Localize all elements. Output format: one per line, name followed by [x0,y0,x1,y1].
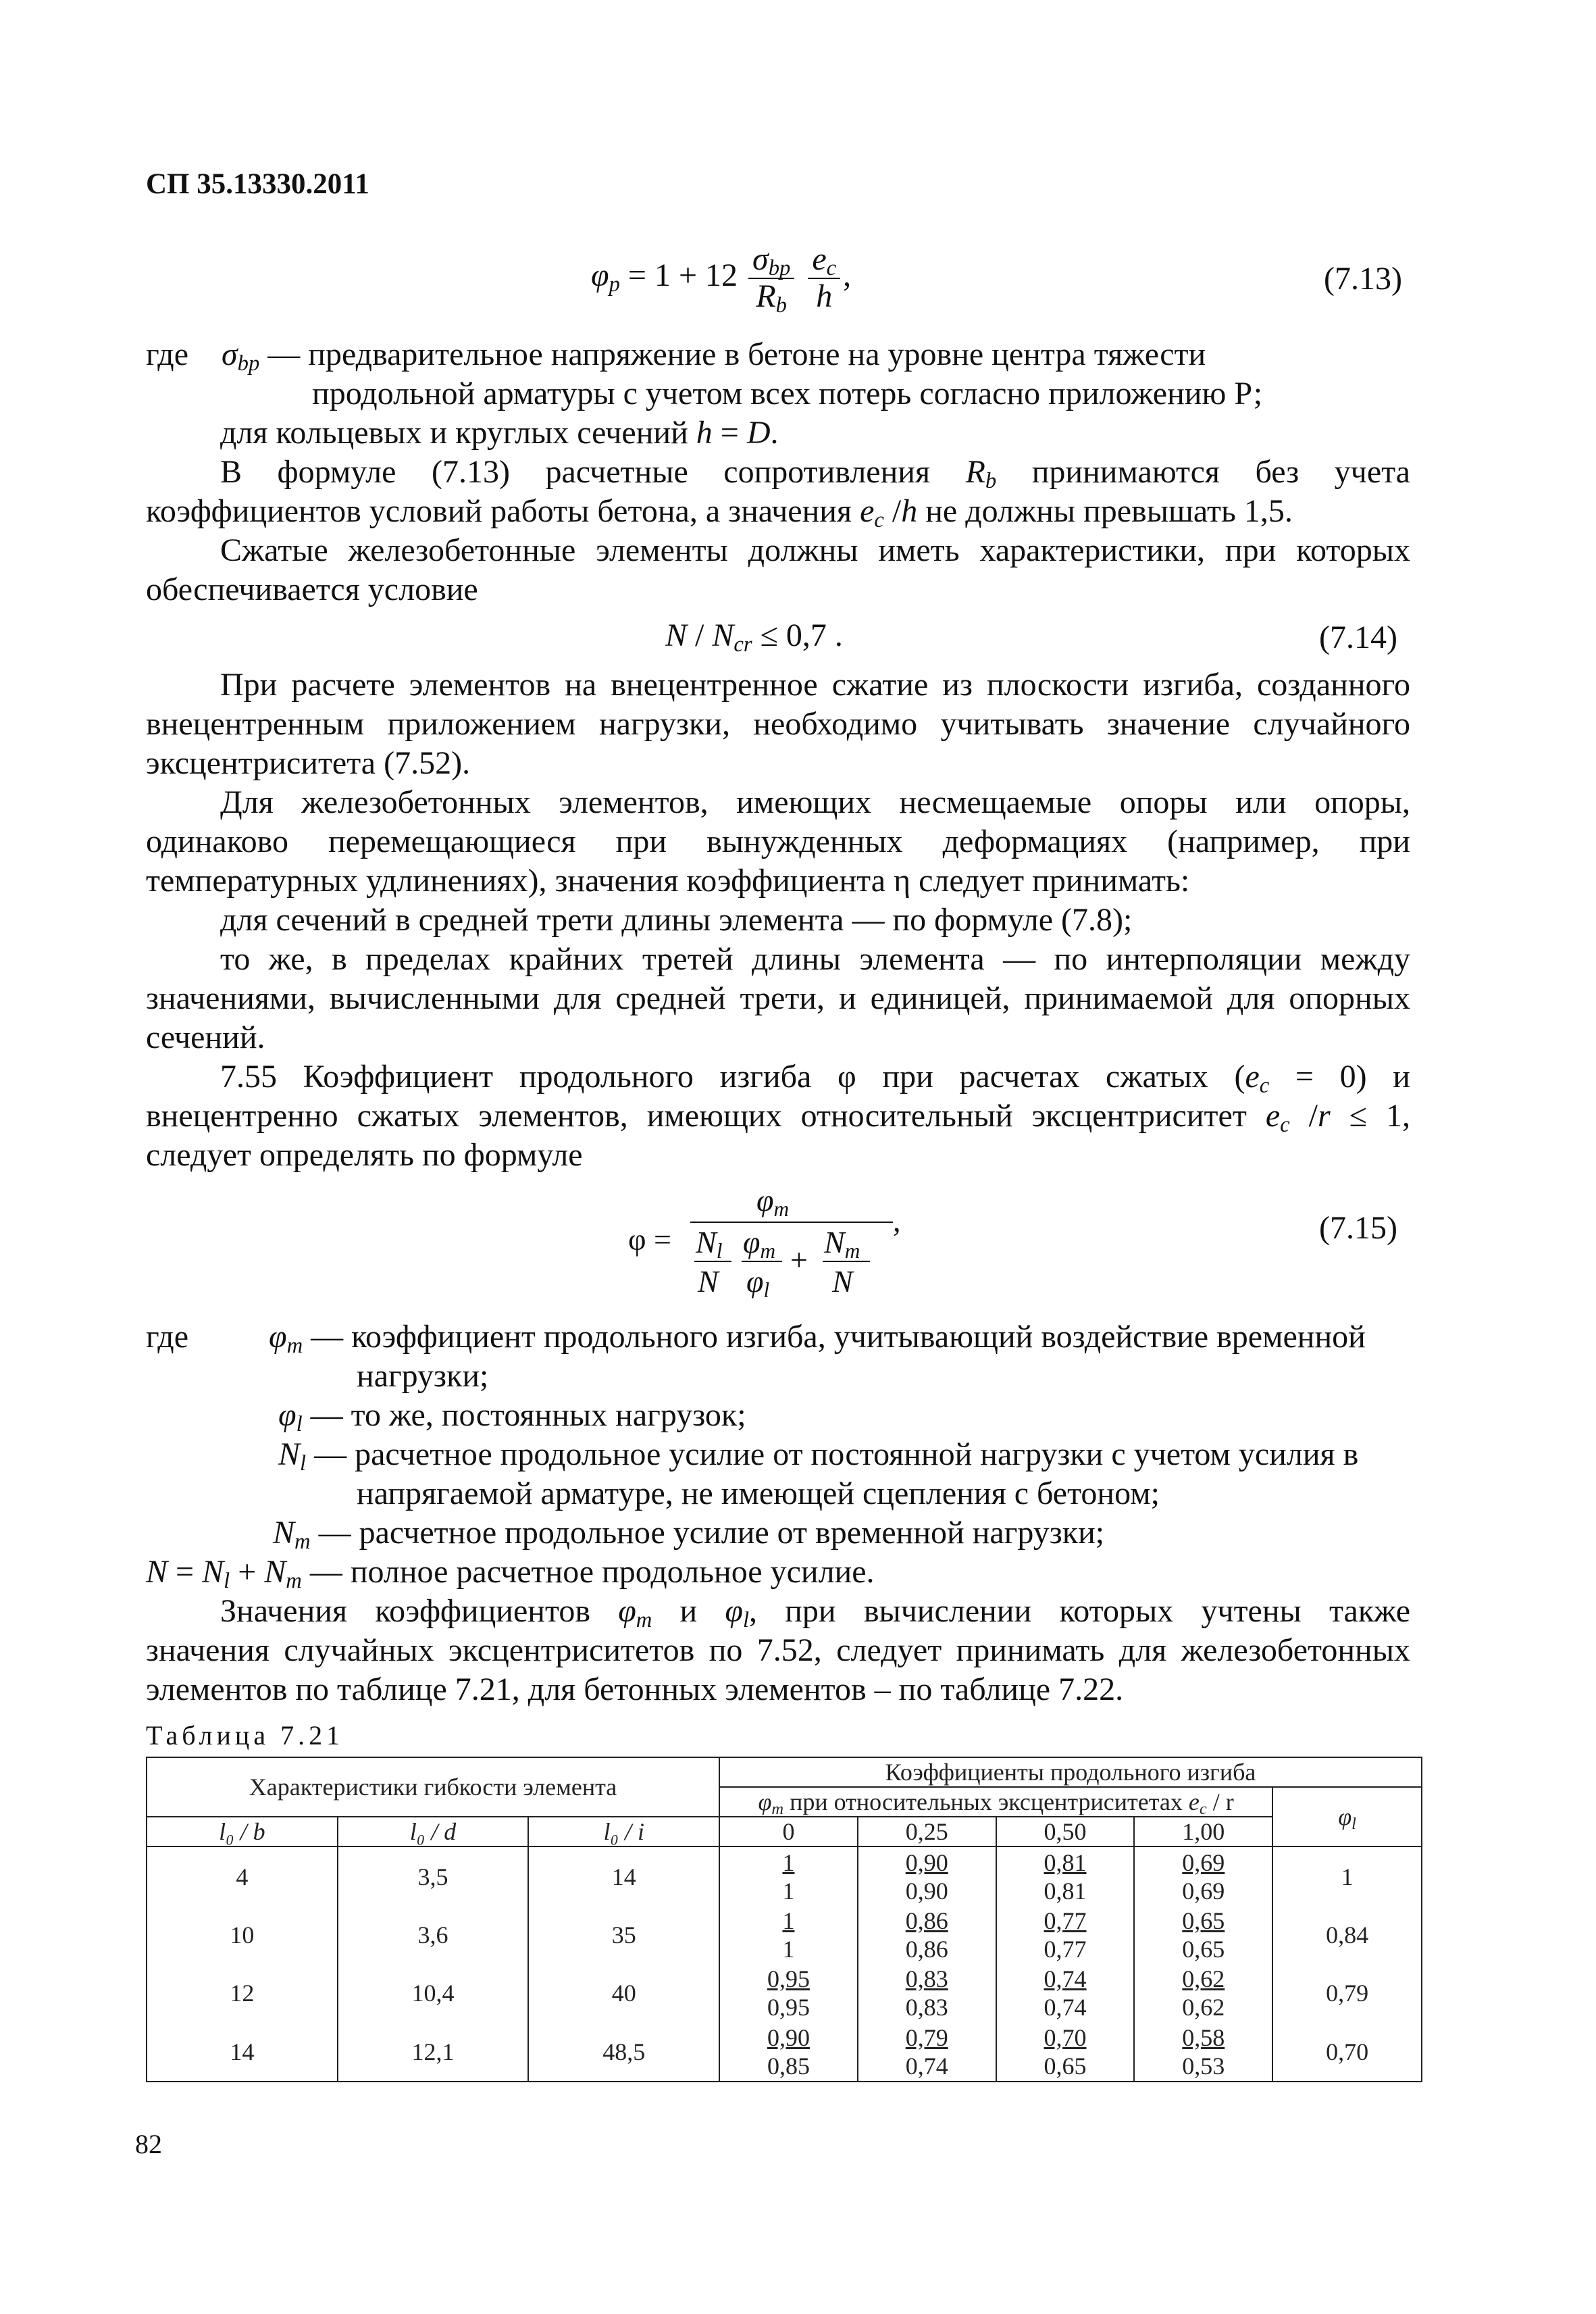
table-row [147,1906,1422,1964]
cell-e025: 0,79 0,74 [858,2022,996,2082]
cell-e025: 0,83 0,83 [858,1964,996,2022]
cell-ld: 3,5 [338,1846,529,1906]
cell-e025: 0,86 0,86 [858,1906,996,1964]
paragraph-compressed-line2: обеспечивается условие [146,572,478,607]
cell-e050: 0,70 0,65 [996,2022,1135,2082]
header-phi-m: $\varphi_m$ при относительных эксцентриситетах $e_c$ / r [719,1787,1272,1817]
table-row [147,1964,1422,2022]
paragraph-middle-third: для сечений в средней трети длины элемента — по формуле (7.8); [220,902,1133,938]
paragraph-values-line3: элементов по таблице 7.21, для бетонных элементов – по таблице 7.22. [146,1671,1124,1707]
definition-n-m: $N_m$ — расчетное продольное усилие от временной нагрузки; [273,1515,1105,1555]
paragraph-7-13-line2: коэффициентов условий работы бетона, а значения $e_c$ /h не должны превышать 1,5. [146,493,1293,533]
header-e0: 0 [719,1817,858,1846]
paragraph-7-55-line3: следует определять по формуле [146,1137,583,1173]
formula-7-14: $N / N_{cr} \le 0,7$ . [665,618,843,657]
paragraph-7-55-line2: внецентренно сжатых элементов, имеющих относительный эксцентриситет $e_c$ /r ≤ 1, [146,1098,1410,1138]
paragraph-supports-line3: температурных удлинениях), значения коэффициента η следует принимать: [146,863,1190,899]
cell-e025: 0,90 0,90 [858,1846,996,1906]
table-7-21 [146,1757,1422,2082]
cell-ld: 3,6 [338,1906,529,1964]
cell-e100: 0,62 0,62 [1134,1964,1272,2022]
cell-ld: 10,4 [338,1964,529,2022]
definition-n-total: $N = N_l + N_m$ — полное расчетное продольное усилие. [146,1554,875,1594]
paragraph-extreme-line2: значениями, вычисленными для средней трети, и единицей, принимаемой для опорных [146,980,1410,1016]
definition-n-l: $N_l$ — расчетное продольное усилие от постоянной нагрузки с учетом усилия в [278,1436,1359,1476]
definition-sigma-bp-cont: продольной арматуры с учетом всех потерь согласно приложению Р; [312,376,1263,411]
paragraph-extreme-line1: то же, в пределах крайних третей длины элемента — по интерполяции между [220,941,1410,977]
paragraph-compressed-line1: Сжатые железобетонные элементы должны иметь характеристики, при которых [220,532,1410,568]
header-phi-l: $\varphi_l$ [1272,1787,1422,1846]
cell-e0: 1 1 [719,1906,858,1964]
header-e100: 1,00 [1134,1817,1272,1846]
cell-lb: 10 [147,1906,338,1964]
cell-e0: 0,90 0,85 [719,2022,858,2082]
cell-lb: 12 [147,1964,338,2022]
cell-li: 48,5 [528,2022,719,2082]
equation-number-7-14: (7.14) [1319,620,1397,655]
paragraph-values-line2: значения случайных эксцентриситетов по 7.52, следует принимать для железобетонных [146,1632,1410,1668]
formula-7-15: φ = $\varphi_m$ $N_l$ N $\varphi_m$ $\varphi_l$ + $N_m$ N , [628,1183,901,1302]
cell-e0: 1 1 [719,1846,858,1906]
paragraph-eccentric-line2: внецентренным приложением нагрузки, необходимо учитывать значение случайного [146,706,1410,742]
paragraph-ring-sections: для кольцевых и круглых сечений h = D. [220,415,779,451]
header-lb: l₀ / b [147,1817,338,1846]
paragraph-eccentric-line3: эксцентриситета (7.52). [146,745,471,781]
paragraph-supports-line1: Для железобетонных элементов, имеющих несмещаемые опоры или опоры, [220,784,1410,820]
equation-number-7-13: (7.13) [1324,261,1402,297]
paragraph-supports-line2: одинаково перемещающиеся при вынужденных деформациях (например, при [146,824,1410,859]
cell-phil: 0,70 [1272,2022,1422,2082]
header-e025: 0,25 [858,1817,996,1846]
where-label: где [146,336,189,372]
definition-sigma-bp: $\sigma_{bp}$ — предварительное напряжение в бетоне на уровне центра тяжести [222,336,1206,376]
cell-lb: 14 [147,2022,338,2082]
header-e050: 0,50 [996,1817,1135,1846]
paragraph-values-line1: Значения коэффициентов $\varphi_m$ и $\varphi_l$, при вычислении которых учтены также [220,1593,1411,1633]
cell-e050: 0,77 0,77 [996,1906,1135,1964]
table-row [147,2022,1422,2082]
cell-li: 35 [528,1906,719,1964]
document-code: СП 35.13330.2011 [146,168,369,200]
definition-phi-m: $\varphi_m$ — коэффициент продольного изгиба, учитывающий воздействие временной [269,1319,1366,1359]
cell-ld: 12,1 [338,2022,529,2082]
definition-n-l-cont: напрягаемой арматуре, не имеющей сцепления с бетоном; [357,1476,1160,1511]
cell-e0: 0,95 0,95 [719,1964,858,2022]
header-li: l₀ / i [528,1817,719,1846]
cell-e100: 0,58 0,53 [1134,2022,1272,2082]
header-ld: l₀ / d [338,1817,529,1846]
paragraph-7-13-line1: В формуле (7.13) расчетные сопротивления $R_b$ принимаются без учета [220,454,1410,494]
cell-li: 14 [528,1846,719,1906]
table-title: Таблица 7.21 [146,1720,344,1751]
header-slenderness: Характеристики гибкости элемента [147,1757,719,1817]
page-number: 82 [135,2129,162,2159]
cell-e100: 0,69 0,69 [1134,1846,1272,1906]
definition-phi-m-cont: нагрузки; [357,1358,489,1394]
definition-phi-l: $\varphi_l$ — то же, постоянных нагрузок; [278,1397,746,1437]
paragraph-eccentric-line1: При расчете элементов на внецентренное сжатие из плоскости изгиба, созданного [220,667,1410,703]
paragraph-extreme-line3: сечений. [146,1020,265,1055]
cell-lb: 4 [147,1846,338,1906]
cell-li: 40 [528,1964,719,2022]
where-label-2: где [146,1319,189,1355]
formula-7-13: $\varphi_p = 1 + 12$ $\frac{\sigma_{bp}}{R_b}$ $\frac{e_c}{h}$ , [591,241,852,318]
cell-e050: 0,81 0,81 [996,1846,1135,1906]
cell-phil: 0,79 [1272,1964,1422,2022]
cell-phil: 0,84 [1272,1906,1422,1964]
cell-phil: 1 [1272,1846,1422,1906]
paragraph-7-55-line1: 7.55 Коэффициент продольного изгиба φ при расчетах сжатых $(e_c = 0)$ и [220,1059,1410,1099]
cell-e050: 0,74 0,74 [996,1964,1135,2022]
cell-e100: 0,65 0,65 [1134,1906,1272,1964]
equation-number-7-15: (7.15) [1319,1210,1397,1246]
header-buckling-coefficients: Коэффициенты продольного изгиба [719,1757,1422,1787]
table-row [147,1846,1422,1906]
